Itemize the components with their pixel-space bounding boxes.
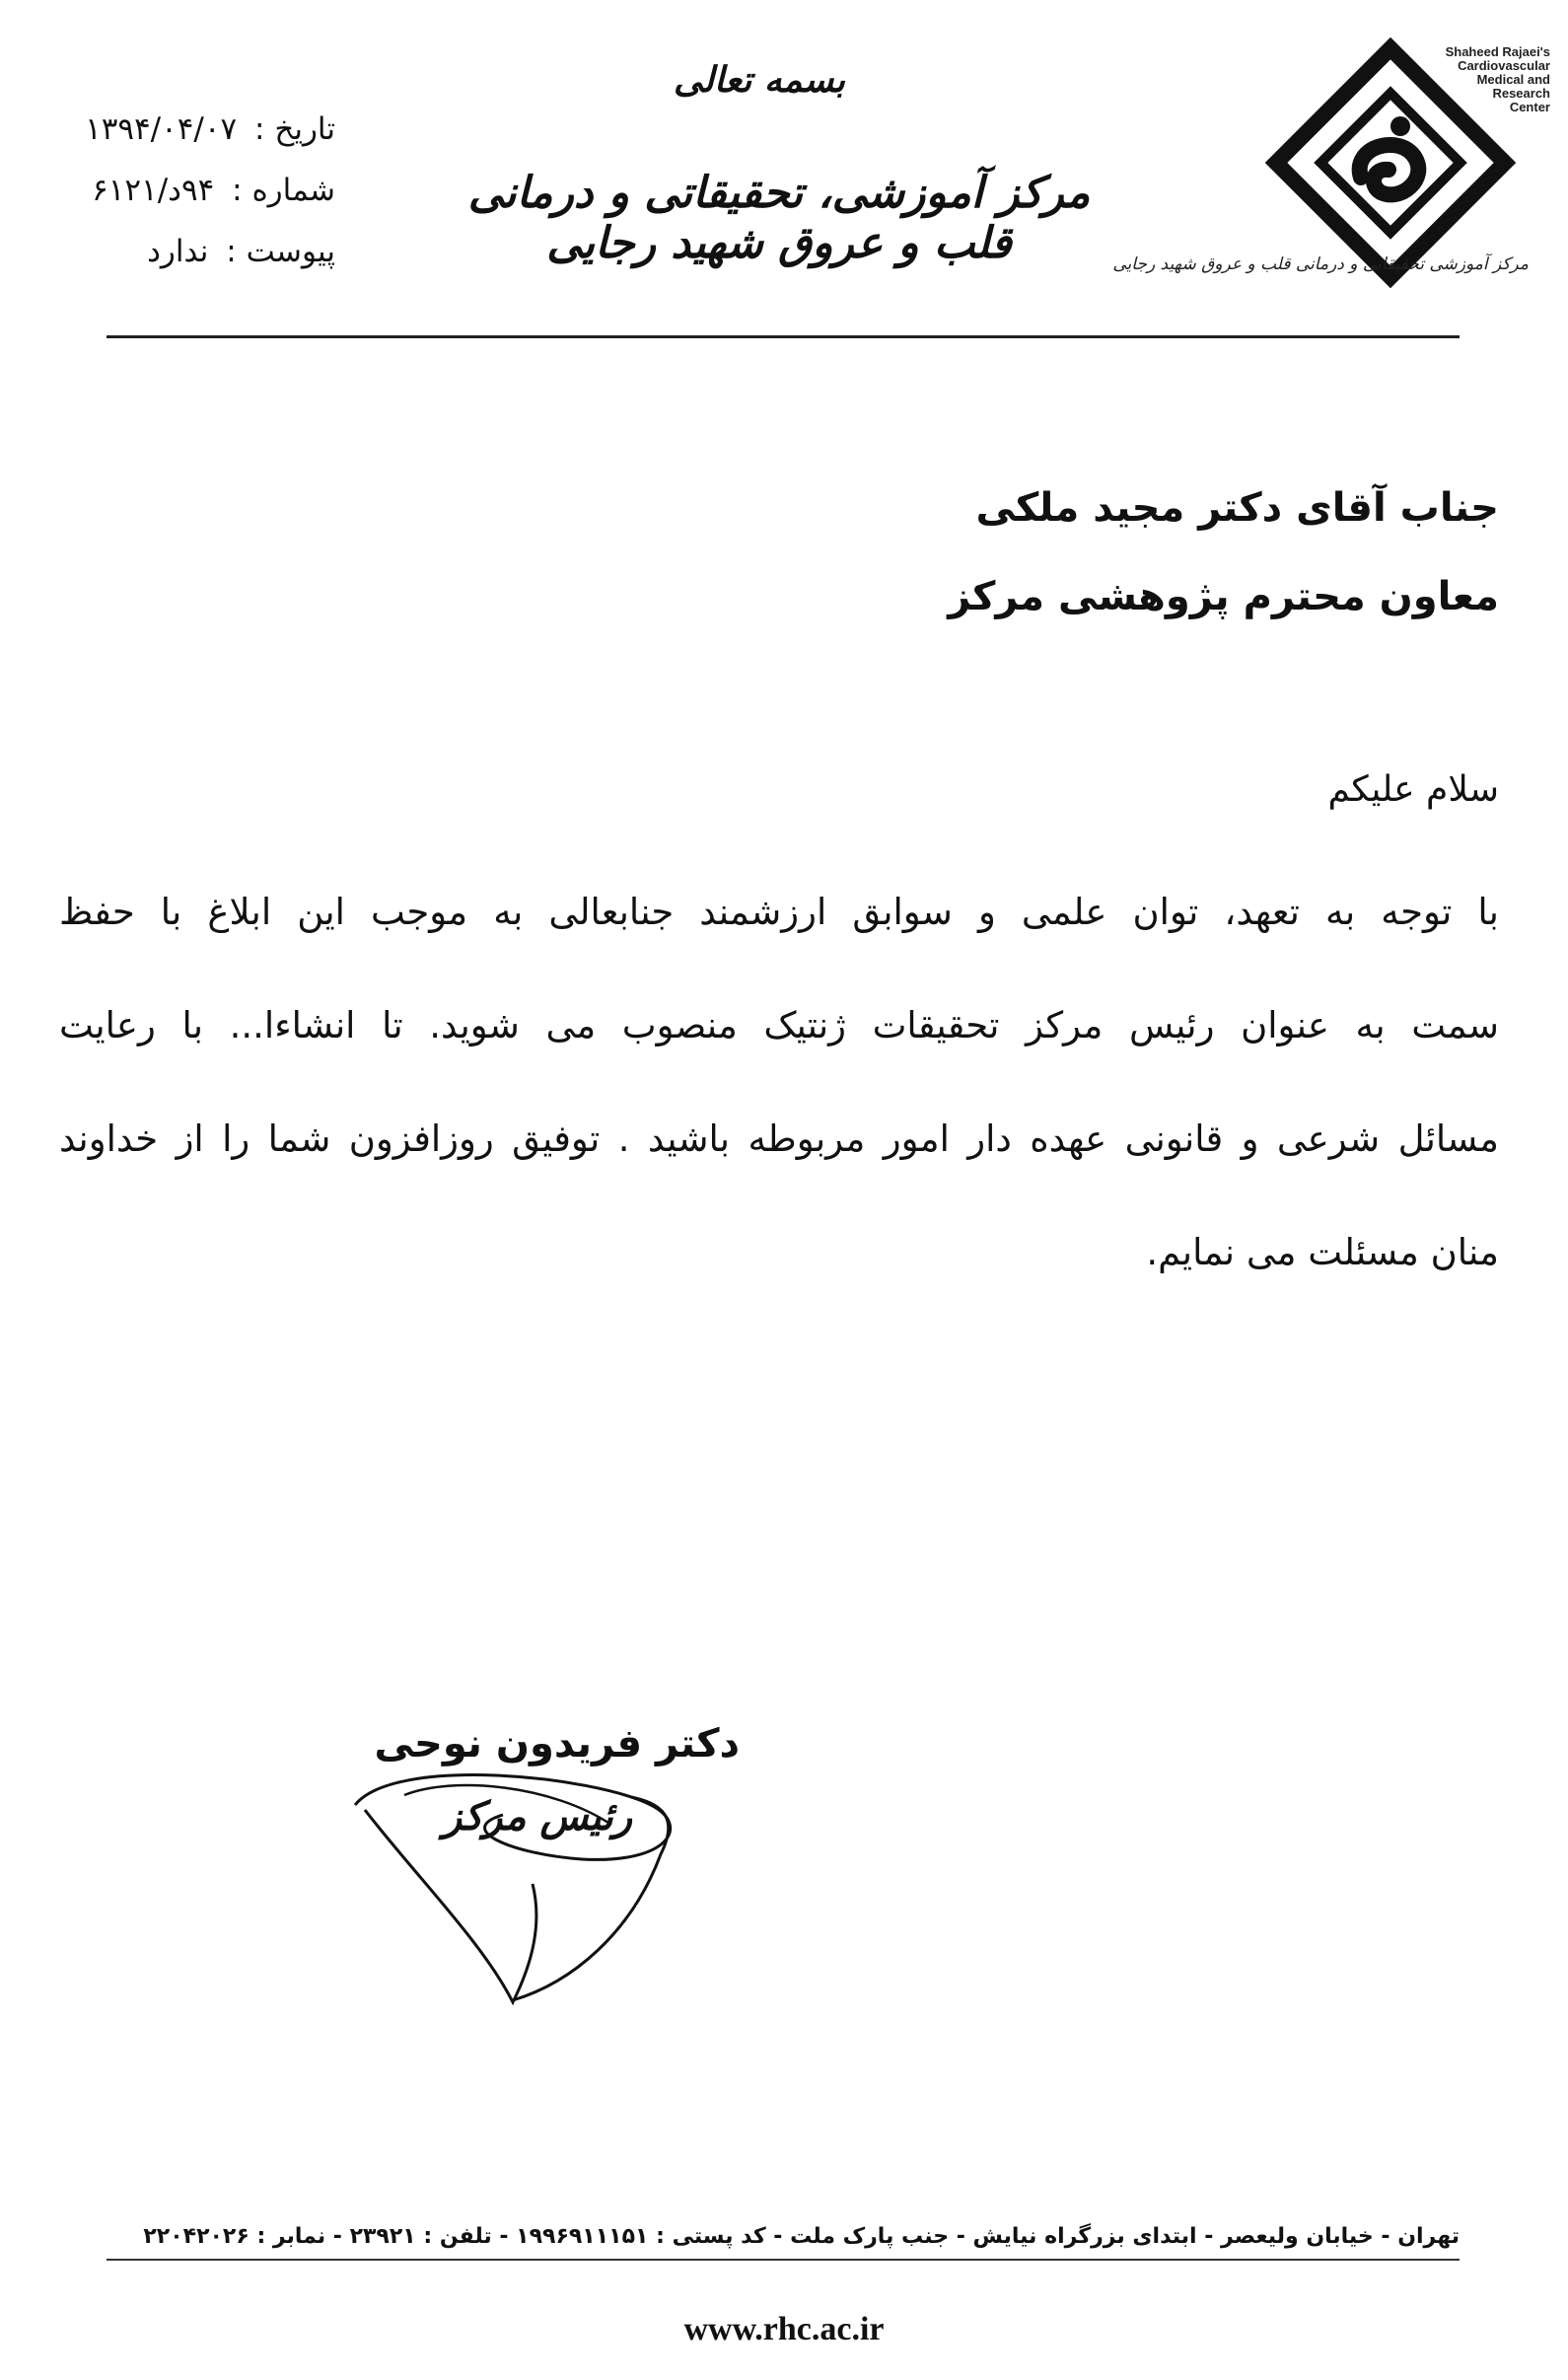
addressee-block bbox=[690, 464, 1499, 641]
date-value: ۱۳۹۴/۰۴/۰۷ bbox=[85, 111, 238, 147]
date-row bbox=[39, 99, 335, 160]
attachment-label: پیوست : bbox=[226, 234, 335, 269]
body-line: با توجه به تعهد، توان علمی و سوابق ارزشمند جنابعالی به موجب این ابلاغ با حفظ bbox=[59, 891, 1499, 933]
body-line: مسائل شرعی و قانونی عهده دار امور مربوطه باشید . توفیق روزافزون شما را از خداوند bbox=[59, 1118, 1499, 1160]
footer-website: www.rhc.ac.ir bbox=[683, 2311, 885, 2347]
addressee-name: جناب آقای دکتر مجید ملکی bbox=[975, 485, 1499, 531]
attachment-row bbox=[39, 221, 335, 282]
date-label: تاریخ : bbox=[254, 111, 335, 147]
basmala: بسمه تعالی bbox=[673, 59, 846, 101]
logo-english-line: Center bbox=[1509, 100, 1550, 114]
footer-divider bbox=[107, 2259, 1460, 2261]
logo-persian-text: مرکز آموزشی تحقیقاتی و درمانی قلب و عروق شهید رجایی bbox=[1112, 254, 1529, 274]
logo-english-line: Research bbox=[1492, 86, 1550, 101]
signatory-title: رئیس مرکز bbox=[442, 1793, 633, 1839]
logo-english-text bbox=[1412, 45, 1550, 114]
center-name: مرکز آموزشی، تحقیقاتی و درمانی قلب و عروق شهید رجایی bbox=[467, 168, 1091, 268]
greeting: سلام علیکم bbox=[1327, 769, 1499, 810]
attachment-value: ندارد bbox=[147, 234, 209, 269]
signatory-name: دکتر فریدون نوحی bbox=[374, 1721, 740, 1767]
handwritten-signature-icon bbox=[335, 1736, 769, 2032]
body-line: سمت به عنوان رئیس مرکز تحقیقات ژنتیک منصوب می شوید. تا انشاءا... با رعایت bbox=[59, 1004, 1499, 1046]
number-value: ۹۴د/۶۱۲۱ bbox=[92, 173, 215, 208]
header-divider bbox=[107, 335, 1460, 338]
number-label: شماره : bbox=[232, 173, 335, 208]
footer-address: تهران - خیابان ولیعصر - ابتدای بزرگراه نیایش - جنب پارک ملت - کد پستی : ۱۹۹۶۹۱۱۱۵۱ - تلفن : ۲۳۹۲۱ - نمابر : ۲۲۰۴۲۰۲۶ bbox=[143, 2224, 1460, 2249]
logo-english-line: Medical and bbox=[1476, 72, 1550, 87]
number-row bbox=[39, 160, 335, 221]
addressee-position: معاون محترم پژوهشی مرکز bbox=[948, 574, 1499, 619]
letter-body bbox=[59, 873, 1499, 1327]
body-line: منان مسئلت می نمایم. bbox=[1146, 1231, 1499, 1273]
letter-meta bbox=[39, 99, 335, 282]
logo-english-line: Cardiovascular bbox=[1458, 58, 1550, 73]
logo-english-line: Shaheed Rajaei's bbox=[1445, 44, 1550, 59]
